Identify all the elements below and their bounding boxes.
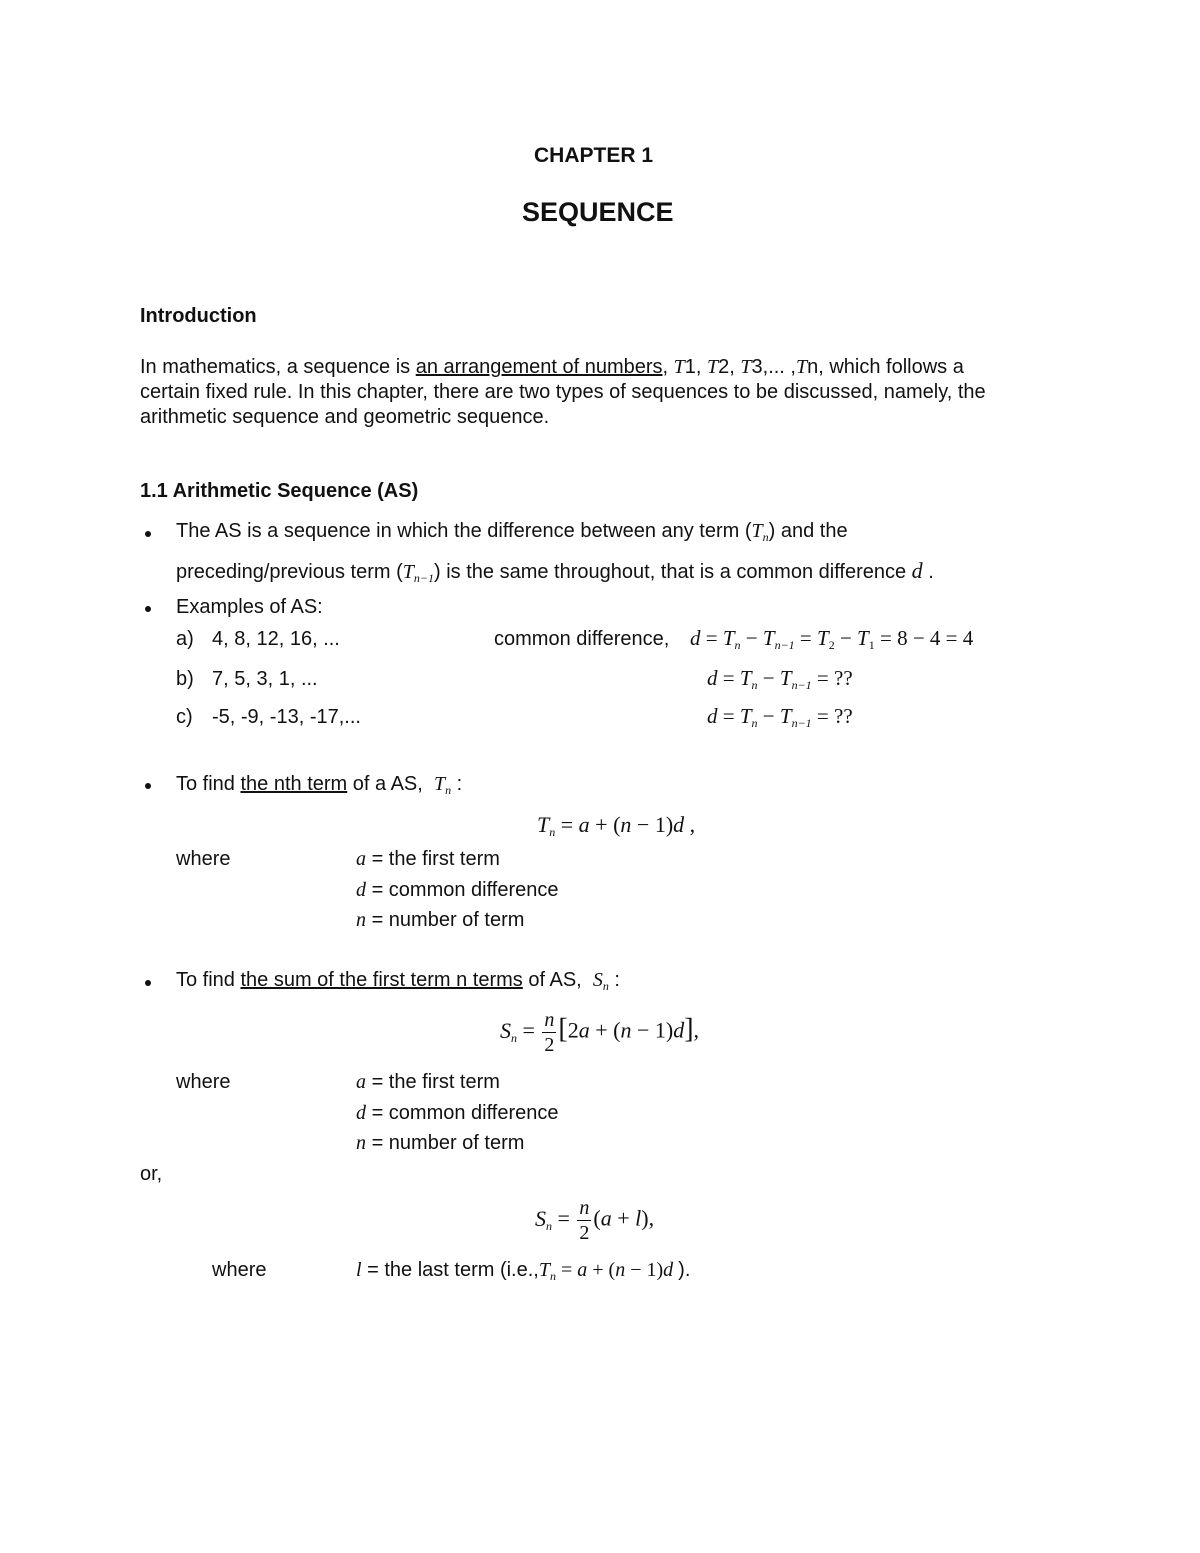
intro-text: In mathematics, a sequence is [140,356,416,378]
bullet3-underlined: the nth term [240,773,348,795]
nth-term-formula: $T_n = a + (n - 1)d$ , [537,812,696,839]
example-b-seq: 7, 5, 3, 1, ... [212,668,318,690]
bullet-4 [145,980,151,986]
last-term-def: l = the last term ($i.e.,T_n = a + (n - 1)d$ ). [356,1259,691,1283]
def2-d-text: = common difference [371,1102,559,1124]
def1-a-text: = the first term [371,848,500,870]
math-Sn-label: $S_n$ [592,969,609,993]
term-list: T [673,356,685,378]
example-c-seq: -5, -9, -13, -17,... [212,706,361,728]
bullet1-line-2: preceding/previous term $(T_{n-1})$ is the same throughout, that is a common difference d . [176,558,934,585]
where-label-2: where [176,1071,231,1093]
bullet4-line: To find the sum of the first term n terms of AS, $S_n$ : [176,969,620,993]
intro-line-1: In mathematics, a sequence is an arrangement of numbers, T1, T2, T3,... ,Tn, which follows a [140,356,964,378]
bullet4-text-b: of AS, [522,969,582,991]
last-term-text: = the last term (i.e., [367,1259,539,1281]
example-a-note: common difference, [494,628,670,650]
bullet3-line: To find the nth term of a AS, $T_n$ : [176,773,463,797]
example-a-seq: 4, 8, 12, 16, ... [212,628,340,650]
bullet4-underlined: the sum of the first term n terms [240,969,523,991]
math-Tn: $T_n$ [751,520,769,544]
intro-tail: , which follows a [818,356,964,378]
where-label-1: where [176,848,231,870]
example-a-label: a) [176,628,194,650]
bullet1-text-d: ) is the same throughout, that is a common difference [434,561,912,583]
intro-comma: , [662,356,674,378]
example-a-formula: $d = T_n - T_{n-1} = T_2 - T_1 = 8 - 4 = 4$ [690,626,974,652]
example-c-formula: $d = T_n - T_{n-1}$ = ?? [707,704,853,730]
def2-n: n = number of term [356,1132,525,1154]
def2-n-text: = number of term [371,1132,525,1154]
example-b-result: = ?? [816,666,853,690]
bullet-3 [145,783,151,789]
example-b-formula: $d = T_n - T_{n-1}$ = ?? [707,666,853,692]
chapter-title: SEQUENCE [522,197,674,227]
intro-underlined: an arrangement of numbers [415,356,663,378]
def1-d-text: = common difference [371,879,559,901]
intro-line-2: certain fixed rule. In this chapter, there are two types of sequences to be discussed, namely, the [140,381,986,403]
where-label-3: where [212,1259,267,1281]
or-label: or, [140,1163,163,1185]
def1-n-text: = number of term [371,909,525,931]
chapter-label: CHAPTER 1 [534,144,654,167]
sum-formula-1: $S_n$ = $\frac{n}{2}$ [2a + (n − 1)d], [500,1009,700,1057]
def2-a-text: = the first term [371,1071,500,1093]
example-a-result: = 8 − 4 = 4 [879,626,974,650]
math-d: d [911,558,923,583]
bullet2-text: Examples of AS: [176,596,323,618]
bullet3-text-b: of a AS, [347,773,423,795]
bullet1-text-b: ) and the [768,520,848,542]
bullet4-text-a: To find [176,969,241,991]
bullet1-text-a: The AS is a sequence in which the difference between any term ( [176,520,752,542]
math-Tn-label: $T_n$ [433,773,452,797]
intro-heading: Introduction [140,305,257,327]
example-c-label: c) [176,706,193,728]
bullet1-text-c: preceding/previous term ( [176,561,403,583]
def1-d: d = common difference [356,879,559,901]
sum-formula-2: $S_n$ = $\frac{n}{2}$ (a + l), [535,1197,655,1245]
def1-a: a = the first term [356,848,500,870]
bullet1-line-1 [176,520,848,543]
example-c-result: = ?? [816,704,853,728]
term-sub-1: 1 [684,356,696,378]
bullet-1 [145,531,151,537]
bullet-2 [145,606,151,612]
section-heading: 1.1 Arithmetic Sequence (AS) [140,480,419,502]
bullet3-text-a: To find [176,773,241,795]
def2-a: a = the first term [356,1071,500,1093]
example-b-label: b) [176,668,194,690]
def2-d: d = common difference [356,1102,559,1124]
intro-line-3: arithmetic sequence and geometric sequence. [140,406,550,428]
def1-n: n = number of term [356,909,525,931]
math-Tn-1: $T_{n-1}$ [402,561,435,585]
